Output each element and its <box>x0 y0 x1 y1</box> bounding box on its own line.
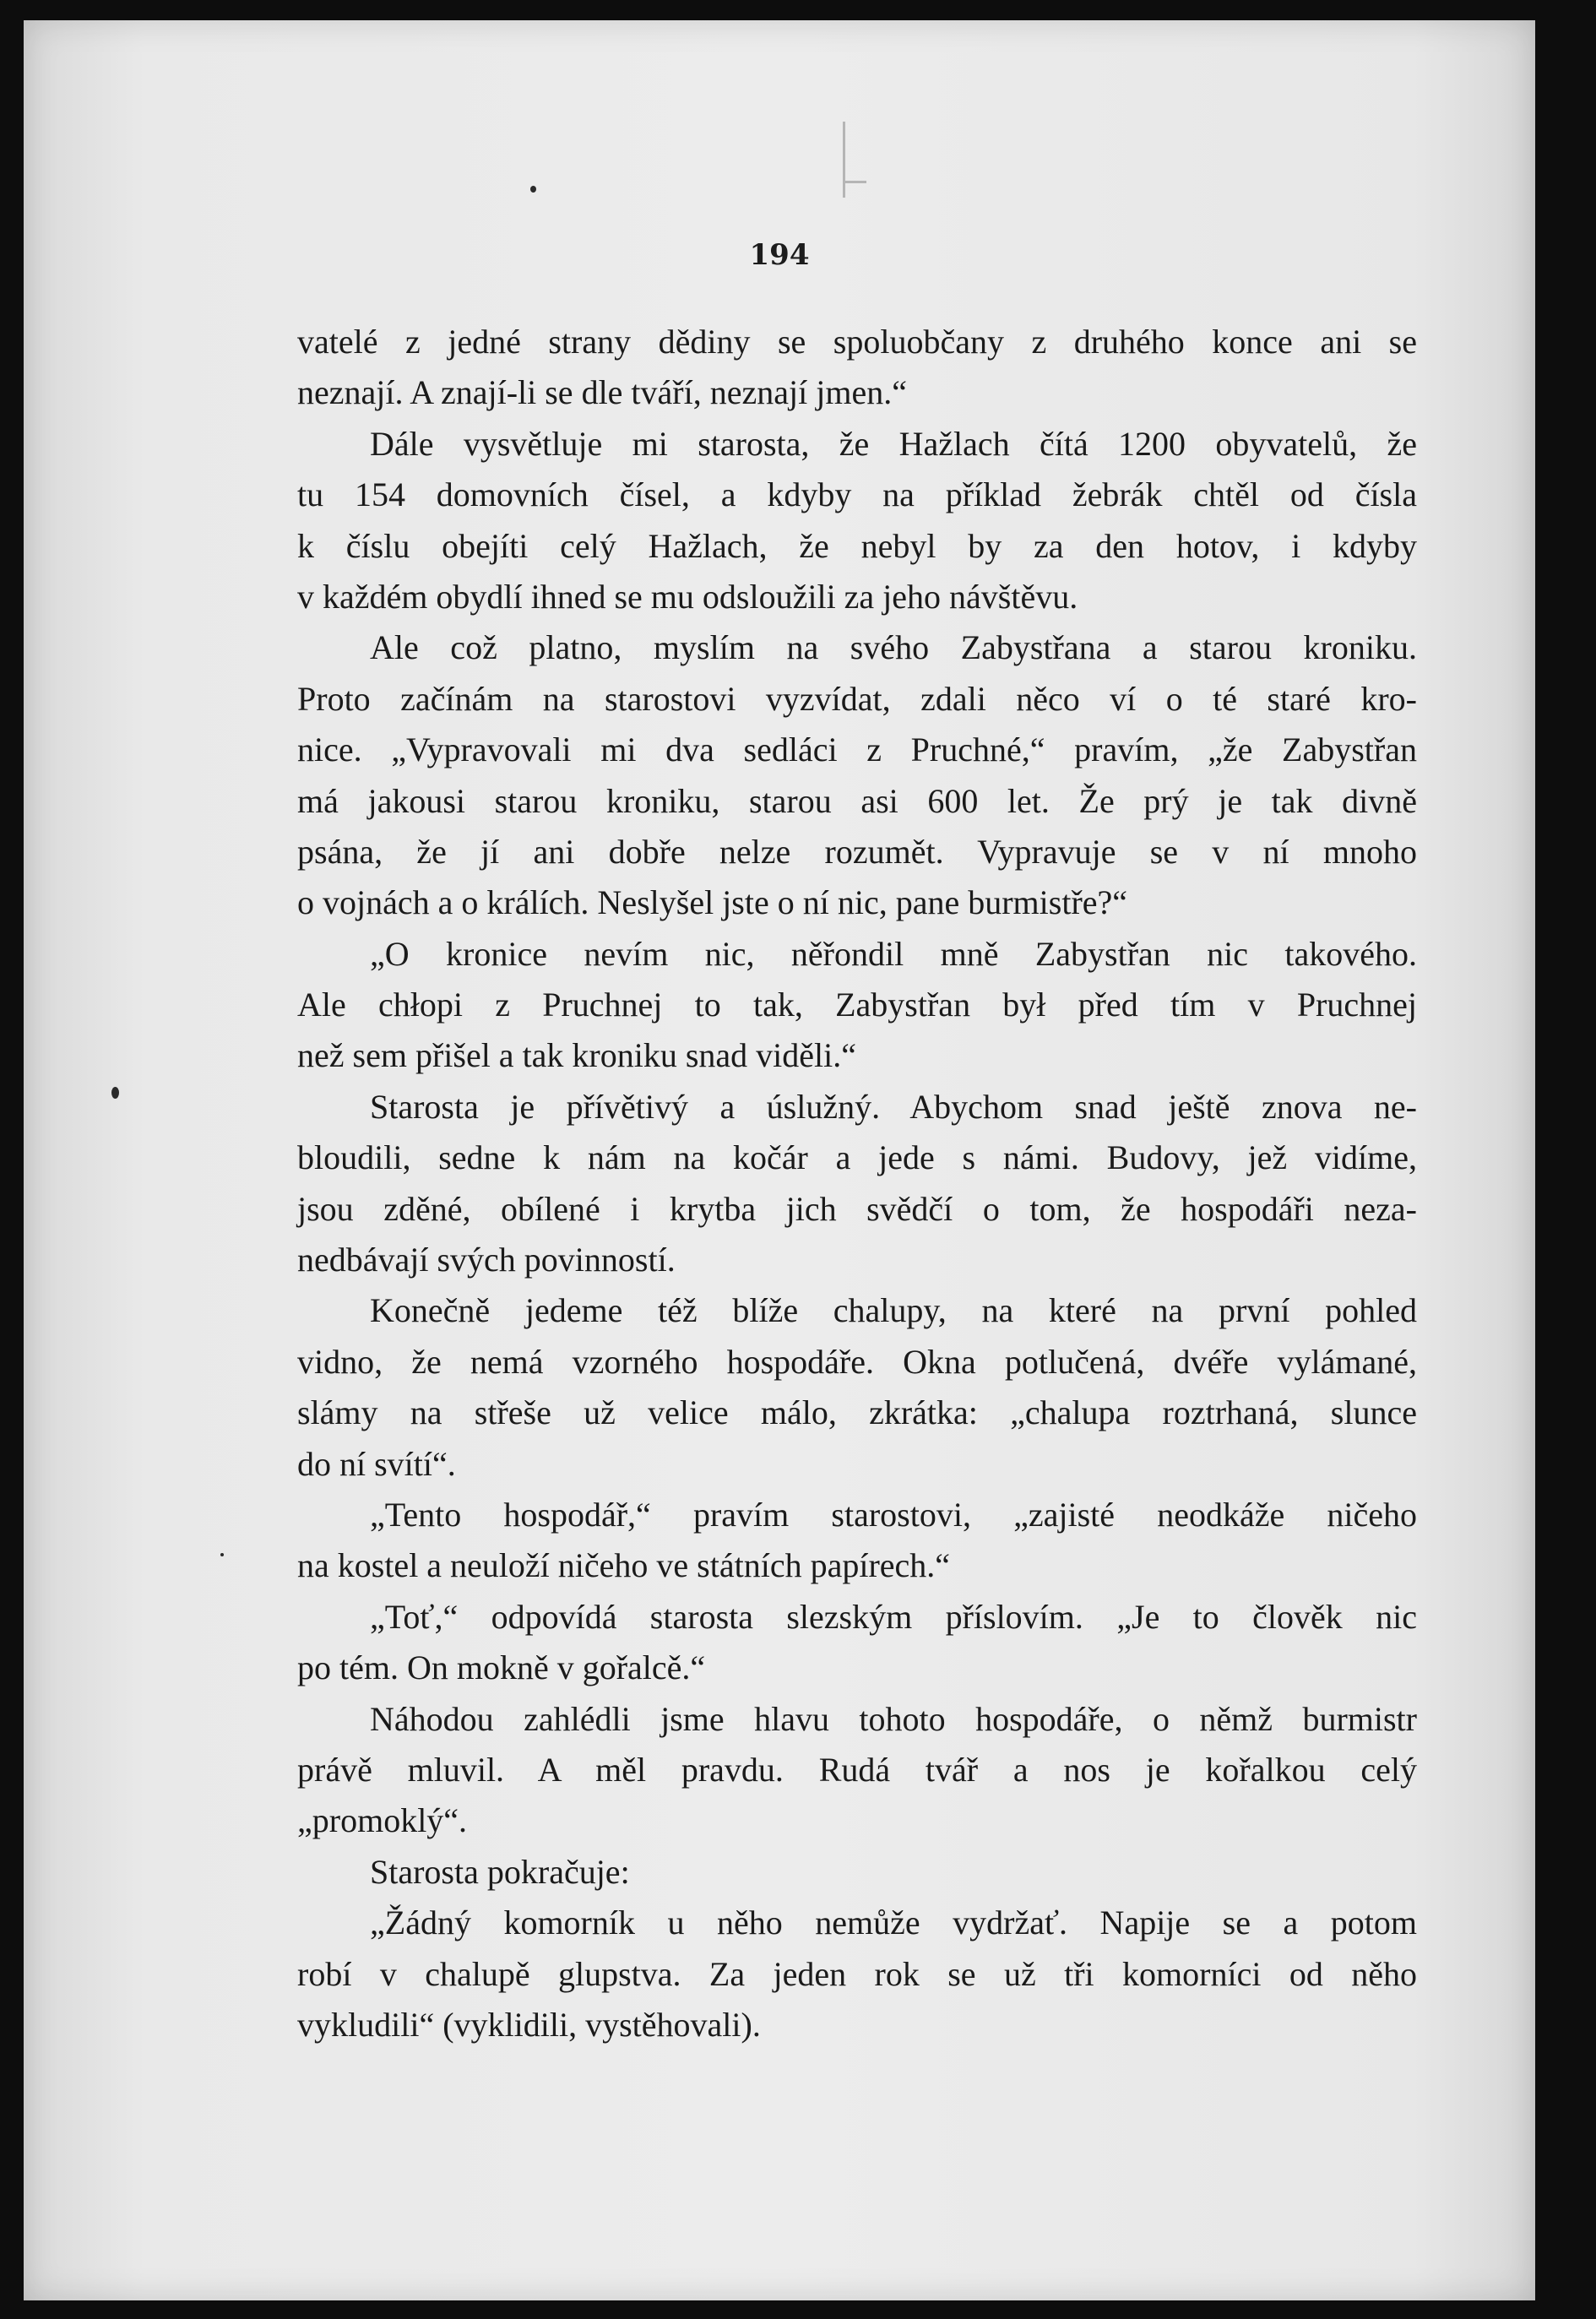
text-line: vidno, že nemá vzorného hospodáře. Okna potlučená, dvéře vylámané, <box>297 1342 1417 1381</box>
text-line: „O kronice nevím nic, něřondil mně Zabystřan nic takového. <box>370 934 1417 973</box>
text-line: vatelé z jedné strany dědiny se spoluobčany z druhého konce ani se <box>297 323 1417 361</box>
text-line: „Tento hospodář,“ pravím starostovi, „zajisté neodkáže ničeho <box>370 1495 1417 1534</box>
text-line: Ale což platno, myslím na svého Zabystřana a starou kroniku. <box>370 628 1417 667</box>
text-line: Ale chłopi z Pruchnej to tak, Zabystřan był před tím v Pruchnej <box>297 986 1417 1024</box>
text-line: psána, že jí ani dobře nelze rozumět. Vypravuje se v ní mnoho <box>297 832 1417 871</box>
text-line: tu 154 domovních čísel, a kdyby na příklad žebrák chtěl od čísla <box>297 475 1417 514</box>
text-line: „Toť,“ odpovídá starosta slezským příslovím. „Je to člověk nic <box>370 1597 1417 1636</box>
text-line: Starosta je přívětivý a úslužný. Abychom snad ještě znova ne- <box>370 1087 1417 1126</box>
text-line: Starosta pokračuje: <box>370 1852 630 1891</box>
text-line: Náhodou zahlédli jsme hlavu tohoto hospodáře, o němž burmistr <box>370 1699 1417 1738</box>
text-line: jsou zděné, obílené i krytba jich svědčí o tom, že hospodáři neza- <box>297 1189 1417 1228</box>
paper-speck <box>111 1087 119 1099</box>
text-line: robí v chalupě glupstva. Za jeden rok se už tři komorníci od něho <box>297 1954 1417 1993</box>
text-line: o vojnách a o králích. Neslyšel jste o ní nic, pane burmistře?“ <box>297 883 1128 922</box>
text-line: na kostel a neuloží ničeho ve státních papírech.“ <box>297 1546 951 1585</box>
paper-mark <box>843 181 866 183</box>
text-line: neznají. A znají-li se dle tváří, neznají jmen.“ <box>297 373 907 412</box>
text-line: po tém. On mokně v gořalcě.“ <box>297 1648 706 1687</box>
text-line: má jakousi starou kroniku, starou asi 600 let. Že prý je tak divně <box>297 781 1417 820</box>
paper-speck <box>530 186 536 193</box>
text-line: právě mluvil. A měl pravdu. Rudá tvář a nos je kořalkou celý <box>297 1750 1417 1789</box>
paper-mark <box>843 122 845 198</box>
text-line: v každém obydlí ihned se mu odsloužili za jeho návštěvu. <box>297 577 1078 616</box>
text-line: slámy na střeše už velice málo, zkrátka: „chalupa roztrhaná, slunce <box>297 1393 1417 1432</box>
text-line: do ní svítí“. <box>297 1444 456 1483</box>
text-line: Dále vysvětluje mi starosta, že Hažlach čítá 1200 obyvatelů, že <box>370 424 1417 463</box>
text-line: „promoklý“. <box>297 1801 468 1840</box>
text-line: vykludili“ (vyklidili, vystěhovali). <box>297 2005 761 2044</box>
text-line: „Žádný komorník u něho nemůže vydržať. Napije se a potom <box>370 1904 1417 1942</box>
text-line: bloudili, sedne k nám na kočár a jede s námi. Budovy, jež vidíme, <box>297 1138 1417 1177</box>
body-text <box>297 317 1417 2050</box>
text-line: Proto začínám na starostovi vyzvídat, zdali něco ví o té staré kro- <box>297 679 1417 718</box>
text-line: než sem přišel a tak kroniku snad viděli.“ <box>297 1036 857 1075</box>
text-line: nedbávají svých povinností. <box>297 1241 676 1279</box>
page-number: 194 <box>749 238 810 272</box>
paper-speck <box>220 1553 224 1556</box>
text-line: Konečně jedeme též blíže chalupy, na které na první pohled <box>370 1291 1417 1330</box>
text-line: nice. „Vypravovali mi dva sedláci z Pruchné,“ pravím, „že Zabystřan <box>297 730 1417 769</box>
text-line: k číslu obejíti celý Hažlach, že nebyl by za den hotov, i kdyby <box>297 526 1417 565</box>
